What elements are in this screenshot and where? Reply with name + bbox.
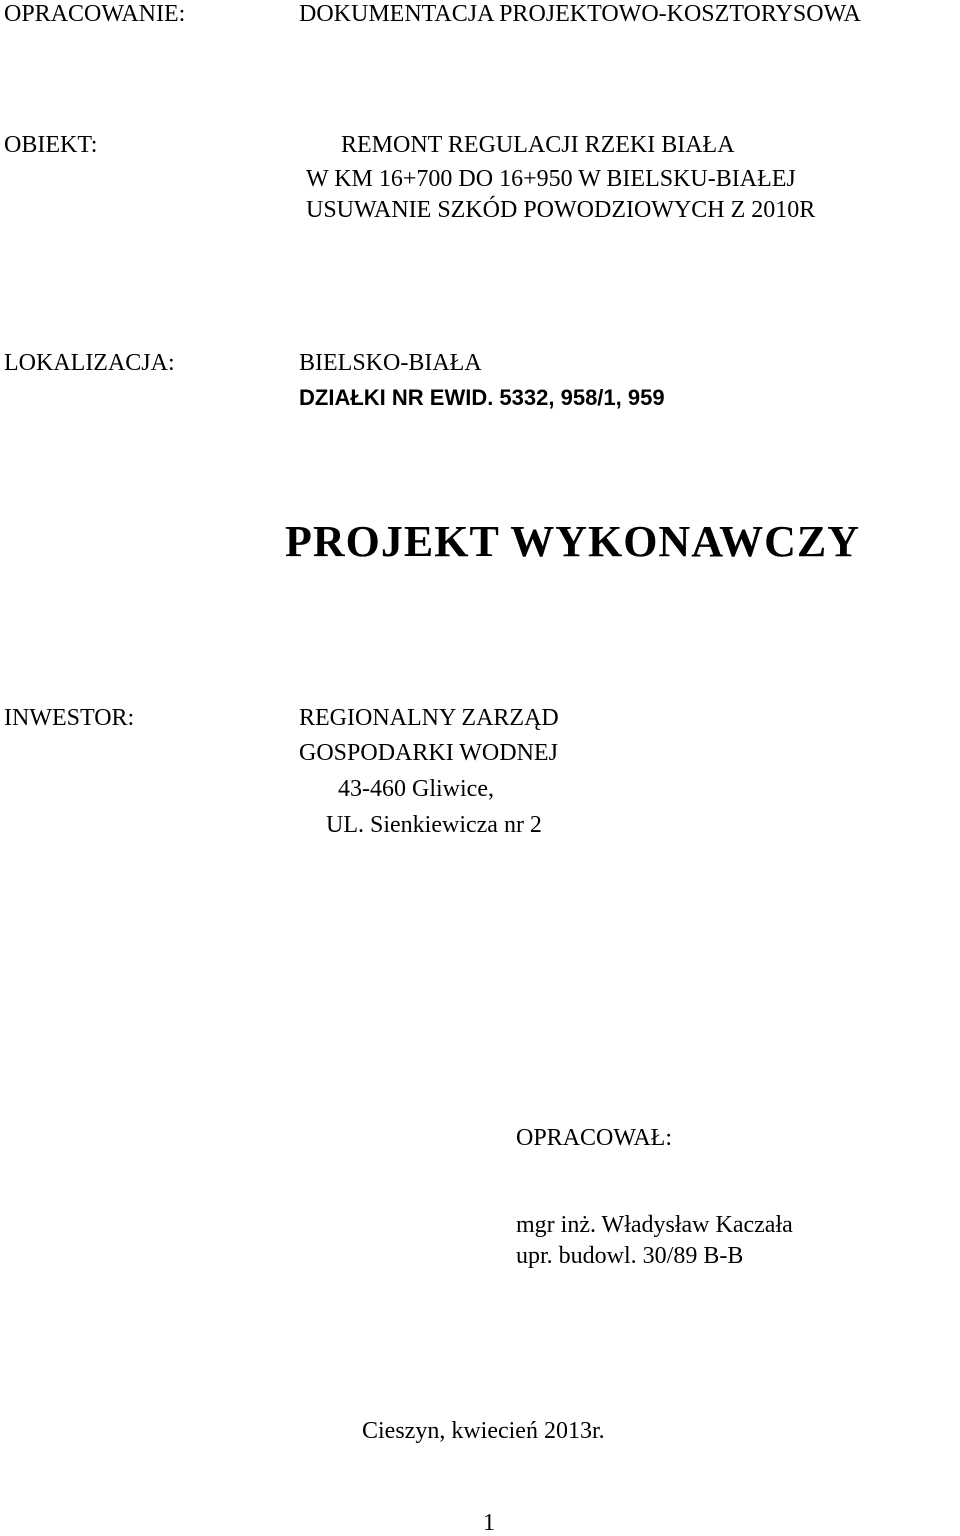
investor-line-1: REGIONALNY ZARZĄD — [299, 705, 559, 731]
investor-line-2: GOSPODARKI WODNEJ — [299, 740, 558, 766]
object-line-2: W KM 16+700 DO 16+950 W BIELSKU-BIAŁEJ — [306, 166, 796, 192]
object-line-1: REMONT REGULACJI RZEKI BIAŁA — [341, 132, 735, 158]
object-line-3: USUWANIE SZKÓD POWODZIOWYCH Z 2010R — [306, 197, 816, 223]
opracowanie-label: OPRACOWANIE: — [4, 1, 186, 27]
location-city: BIELSKO-BIAŁA — [299, 350, 482, 376]
place-date: Cieszyn, kwiecień 2013r. — [362, 1418, 605, 1444]
location-plots: DZIAŁKI NR EWID. 5332, 958/1, 959 — [299, 385, 665, 410]
page-number: 1 — [483, 1510, 495, 1536]
location-label: LOKALIZACJA: — [4, 350, 175, 376]
project-title: PROJEKT WYKONAWCZY — [285, 517, 861, 566]
author-label: OPRACOWAŁ: — [516, 1125, 673, 1151]
investor-line-3: 43-460 Gliwice, — [338, 776, 494, 802]
object-label: OBIEKT: — [4, 132, 98, 158]
investor-line-4: UL. Sienkiewicza nr 2 — [326, 812, 542, 838]
author-name: mgr inż. Władysław Kaczała — [516, 1212, 793, 1238]
investor-label: INWESTOR: — [4, 705, 135, 731]
opracowanie-value: DOKUMENTACJA PROJEKTOWO-KOSZTORYSOWA — [299, 1, 861, 27]
author-license: upr. budowl. 30/89 B-B — [516, 1243, 744, 1269]
